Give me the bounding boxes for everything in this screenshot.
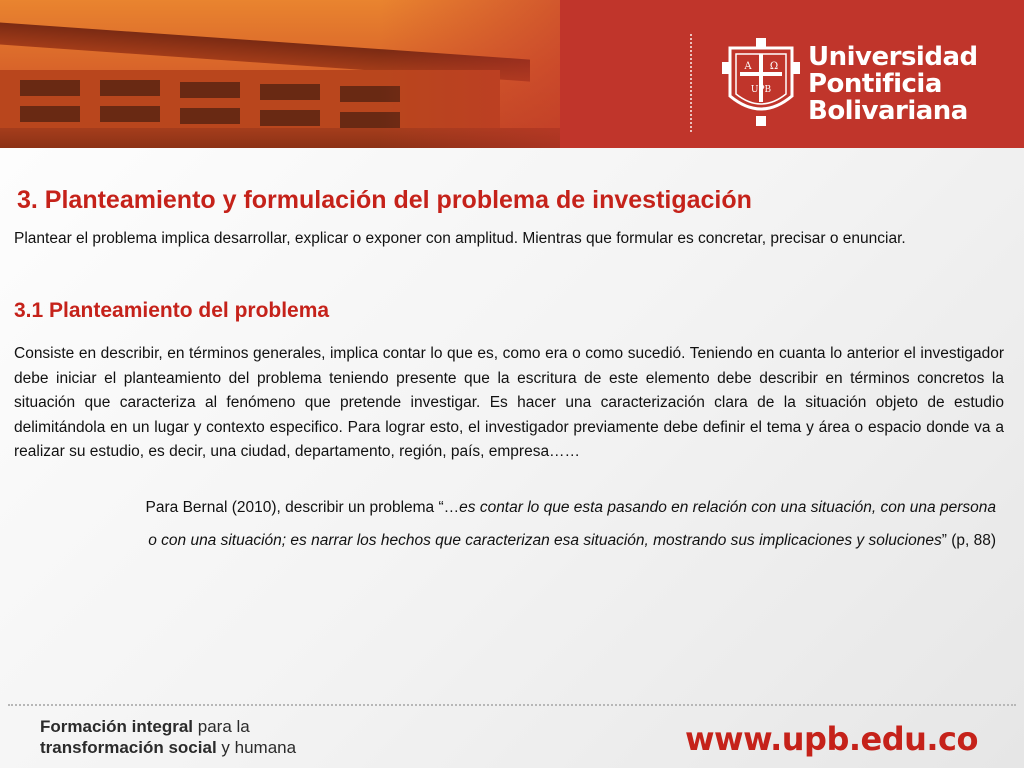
logo-line-2: Pontificia (808, 69, 942, 99)
university-seal-icon (722, 38, 800, 126)
slogan-bold-2: transformación social (40, 738, 217, 757)
quote-italic-1: es contar lo que esta pasando en relación con una situación, con una persona (459, 498, 996, 516)
footer-slogan (40, 716, 296, 758)
quote-lead: Para Bernal (2010), describir un problema “… (145, 498, 460, 516)
logo-line-3: Bolivariana (808, 96, 968, 126)
seal-letters-upb: UPB (750, 85, 772, 95)
logo-line-1: Universidad (808, 42, 978, 72)
header-divider (690, 34, 692, 132)
university-logo-text (808, 44, 978, 125)
quote-tail: ” (p, 88) (941, 531, 996, 549)
slogan-rest-1: para la (193, 717, 250, 736)
quote-italic-2: o con una situación; es narrar los hechos que caracterizan esa situación, mostrando sus implicaciones y soluciones (148, 531, 942, 549)
header-banner (0, 0, 1024, 148)
body-paragraph: Consiste en describir, en términos generales, implica contar lo que es, como era o como sucedió. Teniendo en cuanta lo anterior el investigador debe iniciar el planteamiento del problema teniendo presente que la escritura de este elemento debe describir en términos concretos la situación que caracteriza al fenómeno que pretende investigar. Es hacer una caracterización clara de la situación objeto de estudio delimitándola en un lugar y contexto especifico. Para lograr esto, el investigador previamente debe definir el tema y área o espacio donde va a realizar su estudio, es decir, una ciudad, departamento, región, país, empresa…… (14, 345, 1004, 460)
slogan-rest-2: y humana (216, 738, 297, 757)
subsection-title: 3.1 Planteamiento del problema (14, 299, 330, 322)
website-url[interactable]: www.upb.edu.co (684, 720, 978, 758)
footer-divider (8, 704, 1016, 706)
slide-content (14, 182, 1004, 557)
seal-letter-omega: Ω (769, 61, 779, 72)
bernal-quote (14, 491, 1004, 557)
seal-letter-alpha: A (744, 61, 752, 72)
slogan-bold-1: Formación integral (40, 717, 194, 736)
section-title: 3. Planteamiento y formulación del problema de investigación (17, 186, 752, 214)
intro-paragraph: Plantear el problema implica desarrollar, explicar o exponer con amplitud. Mientras que formular es concretar, precisar o enunciar. (14, 230, 906, 247)
